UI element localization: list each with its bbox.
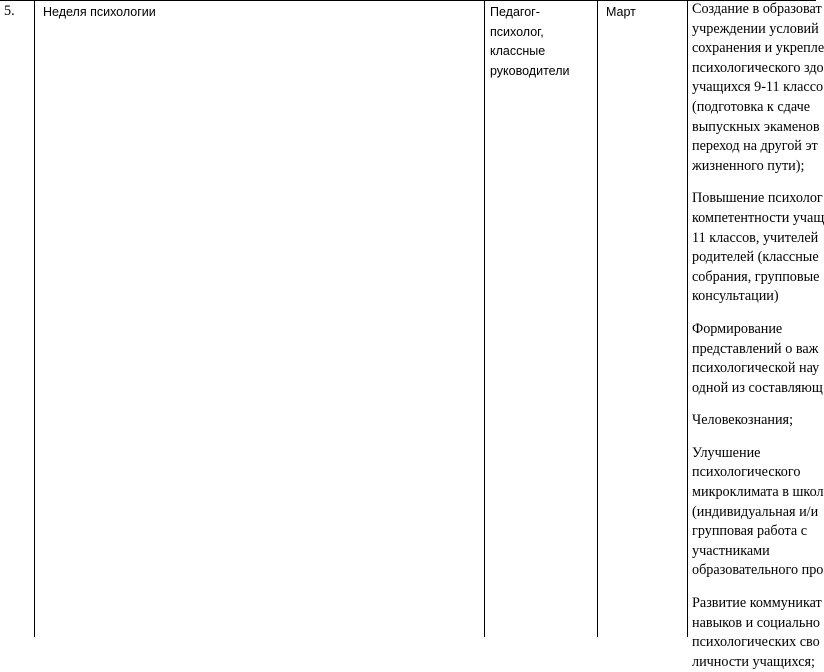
goal-line: компетентности учащ	[692, 209, 824, 226]
goal-line: учащихся 9-11 классо	[692, 79, 824, 96]
goal-line: Развитие коммуникат	[692, 595, 822, 612]
goal-paragraph	[692, 444, 824, 581]
goal-line: жизненного пути);	[692, 157, 805, 174]
goal-line: психологического	[692, 464, 801, 481]
event-name: Неделя психологии	[43, 5, 156, 19]
goal-line: Повышение психолог	[692, 190, 823, 207]
goal-line: образовательного про	[692, 562, 824, 579]
goal-line: Улучшение	[692, 444, 761, 461]
goal-line: микроклимата в школ	[692, 484, 824, 501]
goal-line: психологического здо	[692, 59, 824, 76]
goal-paragraph	[692, 189, 824, 307]
goal-line: переход на другой эт	[692, 138, 818, 155]
goal-line: Создание в образоват	[692, 1, 822, 17]
goal-paragraph	[692, 594, 822, 672]
goal-line: 11 классов, учителей	[692, 229, 819, 246]
goal-paragraph	[692, 320, 823, 398]
responsible-line: руководители	[490, 63, 570, 78]
goal-paragraph	[692, 0, 824, 176]
responsible-cell	[485, 0, 597, 637]
goal-line: одной из составляющ	[692, 379, 823, 396]
responsible-line: классные	[490, 44, 546, 59]
responsible-line: психолог,	[490, 24, 544, 39]
date-cell	[598, 0, 687, 637]
goal-line: представлений о важ	[692, 340, 819, 357]
goal-line: психологической нау	[692, 360, 820, 377]
event-date: Март	[606, 5, 636, 19]
goal-line: психологических сво	[692, 634, 820, 651]
goal-line: (индивидуальная и/и	[692, 503, 819, 520]
goal-line: Человекознания;	[692, 412, 794, 429]
row-number: 5.	[4, 3, 15, 19]
goal-line: сохранения и укрепле	[692, 40, 824, 57]
goal-line: собрания, групповые	[692, 268, 820, 285]
goal-line: навыков и социально	[692, 614, 821, 631]
goal-line: (подготовка к сдаче	[692, 98, 811, 115]
goal-line: родителей (классные	[692, 249, 819, 266]
event-cell	[35, 0, 484, 637]
goal-line: групповая работа с	[692, 523, 808, 540]
goals-cell	[688, 0, 824, 670]
goal-line: личности учащихся;	[692, 653, 815, 670]
row-number-cell	[0, 0, 34, 637]
goal-line: Формирование	[692, 320, 783, 337]
responsible-line: Педагог-	[490, 5, 540, 19]
goal-paragraph	[692, 411, 816, 431]
goal-line: участниками	[692, 542, 770, 559]
goal-line: выпускных экаменов	[692, 118, 820, 135]
goal-line: консультации)	[692, 288, 779, 305]
goal-line: учреждении условий	[692, 20, 819, 37]
